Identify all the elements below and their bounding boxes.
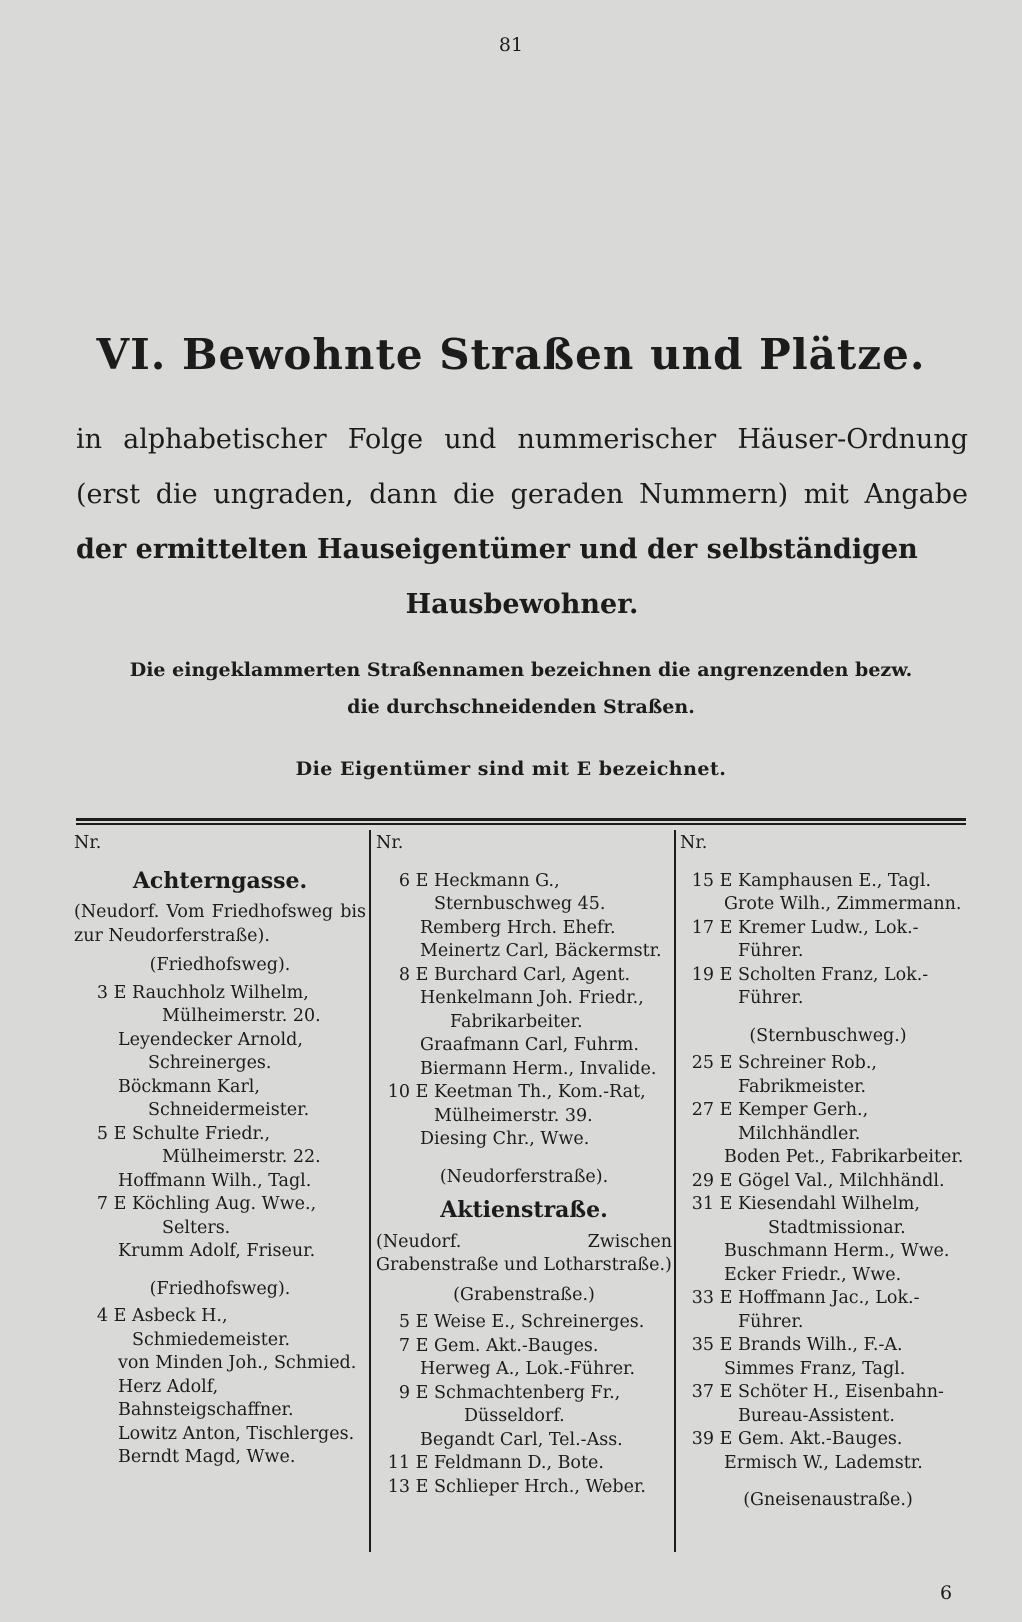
owner-mark: E: [415, 964, 429, 985]
page-number: 81: [498, 34, 524, 56]
house-number: 31: [691, 1194, 714, 1214]
resident-name: Henkelmann Joh. Friedr.,: [420, 988, 644, 1008]
house-number: 27: [691, 1100, 714, 1120]
intro-text: in alphabetischer Folge und nummerischer Häuser-Ordnung (erst die ungraden, dann die geraden Nummern) mit Angabe: [76, 424, 968, 510]
owner-mark: E: [719, 1382, 733, 1402]
house-number: 6: [398, 870, 410, 891]
owner-note: Die Eigentümer sind mit E bezeichnet.: [295, 758, 727, 780]
intro-bold-text: der ermittelten Hauseigentümer und der selbständigen: [76, 534, 918, 565]
house-number: 9: [398, 1382, 410, 1403]
owner-entry: [680, 1099, 976, 1146]
owner-entry: [376, 870, 672, 917]
column-3: [680, 832, 976, 1517]
owner-mark: E: [719, 1429, 733, 1449]
owner-entry: [376, 1452, 672, 1476]
owner-entry: [376, 1311, 672, 1335]
resident-entry: Hoffmann Wilh., Tagl.: [118, 1170, 312, 1191]
intro-last-line: Hausbewohner.: [405, 589, 639, 620]
owner-detail: Mülheimerstr. 20.: [162, 1006, 321, 1026]
house-number: 33: [691, 1288, 714, 1308]
resident-entry: Simmes Franz, Tagl.: [724, 1358, 906, 1379]
resident-name: Böckmann Karl,: [118, 1076, 260, 1097]
cross-street: (Sternbuschweg.): [749, 1025, 907, 1046]
bracket-note-line2: die durchschneidenden Straßen.: [347, 696, 695, 718]
bracket-note-line1: Die eingeklammerten Straßennamen bezeichnen die angrenzenden bezw.: [129, 659, 913, 681]
owner-name: Schöter H., Eisenbahn-Bureau-Assistent.: [738, 1382, 944, 1426]
owner-mark: E: [719, 1288, 733, 1308]
owner-entry: [680, 1287, 976, 1334]
section-heading: VI. Bewohnte Straßen und Plätze.: [96, 330, 926, 379]
resident-entry: Lowitz Anton, Tischlerges.: [118, 1423, 355, 1444]
owner-entry: [680, 917, 976, 964]
owner-entry: [376, 1382, 672, 1429]
owner-detail: Stadtmissionar.: [768, 1217, 906, 1238]
owner-name: Gem. Akt.-Bauges.: [738, 1429, 903, 1449]
house-number: 19: [691, 964, 714, 985]
owner-mark: E: [113, 1306, 127, 1326]
owner-name: Schreiner Rob., Fabrikmeister.: [738, 1053, 877, 1097]
cross-street: (Gneisenaustraße.): [743, 1490, 913, 1510]
owner-mark: E: [113, 1194, 127, 1214]
resident-entry: Begandt Carl, Tel.-Ass.: [420, 1429, 623, 1450]
house-number: 5: [398, 1312, 410, 1332]
resident-name: Leyendecker Arnold,: [118, 1029, 303, 1050]
resident-entry: Grote Wilh., Zimmermann.: [724, 894, 962, 914]
house-number: 7: [96, 1194, 108, 1214]
owner-entry: [680, 1193, 976, 1240]
column-header-nr: Nr.: [376, 833, 404, 853]
cross-street: (Grabenstraße.): [453, 1284, 595, 1305]
owner-mark: E: [719, 917, 733, 938]
owner-entry: [680, 870, 976, 894]
house-number: 4: [96, 1306, 108, 1326]
street-name: Achterngasse.: [132, 867, 308, 894]
owner-mark: E: [415, 1476, 429, 1497]
owner-name: Heckmann G., Sternbuschweg 45.: [434, 870, 606, 914]
owner-mark: E: [719, 1335, 733, 1355]
column-header-nr: Nr.: [74, 833, 102, 853]
resident-entry: Herz Adolf, Bahnsteigschaffner.: [118, 1376, 294, 1420]
column-divider: [369, 830, 371, 1552]
cross-street: (Friedhofsweg).: [149, 955, 291, 975]
house-number: 8: [398, 964, 410, 985]
owner-entry: [74, 1193, 366, 1240]
owner-entry: [74, 1123, 366, 1170]
intro-paragraph: [76, 412, 968, 632]
owner-mark: E: [415, 1312, 429, 1332]
resident-entry: Krumm Adolf, Friseur.: [118, 1241, 316, 1261]
column-header-nr: Nr.: [680, 833, 708, 853]
resident-entry: [376, 987, 672, 1034]
house-number: 25: [691, 1053, 714, 1073]
resident-detail: Schreinerges.: [148, 1053, 272, 1073]
owner-entry: [680, 1428, 976, 1452]
owner-mark: E: [415, 1382, 429, 1403]
owner-name: Kiesendahl Wilhelm,: [738, 1194, 920, 1214]
resident-entry: Boden Pet., Fabrikarbeiter.: [724, 1147, 964, 1167]
owner-entry: [680, 1381, 976, 1428]
owner-name: Schulte Friedr.,: [132, 1123, 271, 1144]
owner-name: Asbeck H., Schmiedemeister.: [132, 1306, 291, 1350]
column-1: [74, 832, 366, 1470]
owner-name: Kamphausen E., Tagl.: [738, 870, 932, 891]
owner-entry: [376, 1335, 672, 1359]
owner-mark: E: [719, 1170, 733, 1191]
owner-name: Scholten Franz, Lok.-Führer.: [738, 964, 929, 1008]
owner-entry: [74, 1305, 366, 1352]
house-number: 15: [691, 870, 714, 891]
owner-name: Hoffmann Jac., Lok.-Führer.: [738, 1288, 920, 1332]
house-number: 39: [691, 1429, 714, 1449]
house-number: 7: [398, 1335, 410, 1356]
owner-detail: Selters.: [162, 1217, 231, 1238]
street-region: (Neudorf. Vom Friedhofsweg bis zur Neudorferstraße).: [74, 902, 366, 946]
owner-name: Kremer Ludw., Lok.-Führer.: [738, 917, 919, 961]
resident-detail: Schneidermeister.: [148, 1100, 310, 1120]
owner-mark: E: [719, 1053, 733, 1073]
resident-entry: [74, 1029, 366, 1076]
owner-detail: Mülheimerstr. 22.: [162, 1147, 321, 1167]
house-number: 11: [387, 1453, 410, 1473]
owner-mark: E: [719, 964, 733, 985]
resident-entry: Herweg A., Lok.-Führer.: [420, 1359, 636, 1379]
owner-name: Feldmann D., Bote.: [434, 1453, 604, 1473]
owner-entry: [680, 1334, 976, 1358]
owner-name: Rauchholz Wilhelm,: [132, 982, 309, 1003]
owner-entry: [74, 982, 366, 1029]
owner-mark: E: [719, 1194, 733, 1214]
owner-mark: E: [719, 1100, 733, 1120]
resident-entry: Meinertz Carl, Bäckermstr.: [420, 941, 662, 961]
owner-name: Gem. Akt.-Bauges.: [434, 1335, 599, 1356]
owner-name: Schlieper Hrch., Weber.: [434, 1476, 646, 1497]
bracket-note: [60, 652, 982, 726]
owner-entry: [376, 1081, 672, 1128]
resident-entry: [74, 1076, 366, 1123]
cross-street: (Friedhofsweg).: [149, 1278, 291, 1299]
cross-street: (Neudorferstraße).: [439, 1166, 609, 1187]
owner-mark: E: [415, 1335, 429, 1356]
resident-entry: Ecker Friedr., Wwe.: [724, 1264, 902, 1285]
house-number: 5: [96, 1123, 108, 1144]
owner-entry: [376, 1476, 672, 1500]
resident-detail: Fabrikarbeiter.: [450, 1011, 583, 1032]
owner-name: Köchling Aug. Wwe.,: [132, 1194, 317, 1214]
owner-mark: E: [113, 982, 127, 1003]
house-number: 3: [96, 982, 108, 1003]
owner-entry: [680, 1052, 976, 1099]
street-name: Aktienstraße.: [440, 1197, 608, 1223]
owner-entry: [376, 964, 672, 988]
street-region: (Neudorf. Zwischen Grabenstraße und Lotharstraße.): [376, 1231, 672, 1275]
owner-name: Keetman Th., Kom.-Rat, Mülheimerstr. 39.: [434, 1082, 646, 1126]
column-divider: [674, 830, 676, 1552]
house-number: 35: [691, 1335, 714, 1355]
owner-entry: [680, 964, 976, 1011]
owner-name: Burchard Carl, Agent.: [434, 964, 631, 985]
owner-name: Weise E., Schreinerges.: [434, 1312, 645, 1332]
resident-entry: von Minden Joh., Schmied.: [118, 1353, 357, 1373]
owner-name: Schmachtenberg Fr.,: [434, 1382, 621, 1403]
resident-entry: Remberg Hrch. Ehefr.: [420, 917, 616, 938]
table-top-rule: [76, 818, 966, 825]
house-number: 29: [691, 1170, 714, 1191]
owner-entry: [680, 1170, 976, 1194]
owner-mark: E: [113, 1123, 127, 1144]
owner-name: Brands Wilh., F.-A.: [738, 1335, 903, 1355]
resident-entry: Berndt Magd, Wwe.: [118, 1447, 296, 1467]
owner-mark: E: [719, 870, 733, 891]
signature-number: 6: [940, 1582, 953, 1604]
owner-mark: E: [415, 1082, 429, 1102]
house-number: 37: [691, 1382, 714, 1402]
house-number: 13: [387, 1476, 410, 1497]
house-number: 17: [691, 917, 714, 938]
resident-entry: Graafmann Carl, Fuhrm.: [420, 1035, 639, 1055]
owner-name: Kemper Gerh., Milchhändler.: [738, 1100, 869, 1144]
owner-detail: Düsseldorf.: [464, 1406, 565, 1426]
resident-entry: Biermann Herm., Invalide.: [420, 1058, 657, 1079]
resident-entry: Ermisch W., Lademstr.: [724, 1452, 923, 1473]
resident-entry: Diesing Chr., Wwe.: [420, 1129, 590, 1149]
resident-entry: Buschmann Herm., Wwe.: [724, 1241, 950, 1261]
owner-mark: E: [415, 1453, 429, 1473]
owner-name: Gögel Val., Milchhändl.: [738, 1170, 945, 1191]
owner-mark: E: [415, 870, 429, 891]
column-2: [376, 832, 672, 1499]
house-number: 10: [387, 1082, 410, 1102]
